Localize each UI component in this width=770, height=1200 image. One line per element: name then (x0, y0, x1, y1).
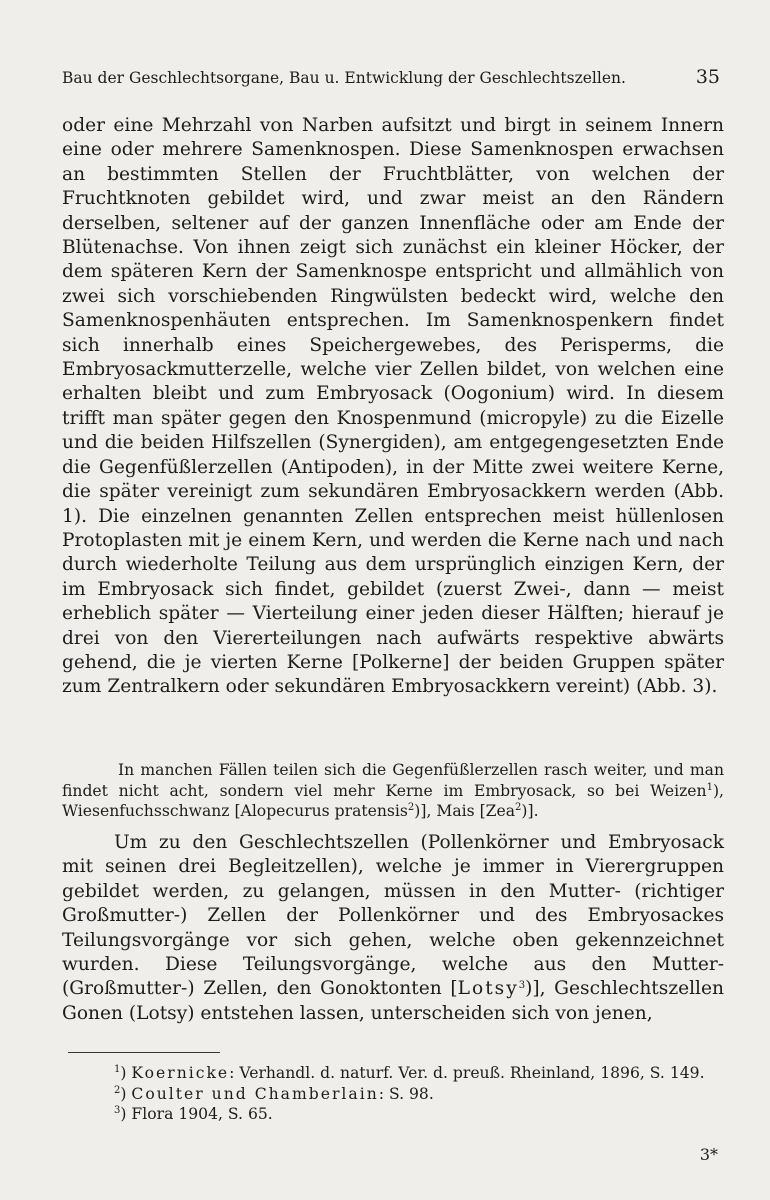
note-text-b: ), Wiesenfuchsschwanz [Alopecurus pratensis (62, 781, 724, 820)
footnote-ref: 3 (518, 980, 526, 992)
note-text-d: )]. (521, 802, 539, 820)
footnote-ref: 1 (706, 781, 713, 793)
footnote-author: Coulter und Chamberlain (131, 1084, 379, 1103)
main-text-continued (62, 831, 724, 1026)
footnote-text: : Verhandl. d. naturf. Ver. d. preuß. Rheinland, 1896, S. 149. (229, 1064, 705, 1082)
footnote: $^3$) Flora 1904, S. 65. (114, 1105, 273, 1124)
footnote: $^2$) Coulter und Chamberlain: S. 98. (114, 1084, 434, 1103)
footnote-divider (68, 1052, 220, 1053)
paragraph-1: oder eine Mehrzahl von Narben aufsitzt und birgt in seinem Innern eine oder mehrere Samenknospen. Diese Samenknospen erwachsen an bestimmten Stellen der Fruchtblätter, von welchen der Fruchtknoten gebildet wird, und zwar meist an den Rändern derselben, seltener auf der ganzen Innenfläche oder am Ende der Blütenachse. Von ihnen zeigt sich zunächst ein kleiner Höcker, der dem späteren Kern der Samenknospe entspricht und allmählich von zwei sich vorschiebenden Ringwülsten bedeckt wird, welche den Samenknospenhäuten entsprechen. Im Samenknospenkern findet sich innerhalb eines Speichergewebes, des Perisperms, die Embryosackmutterzelle, welche vier Zellen bildet, von welchen eine erhalten bleibt und zum Embryosack (Oogonium) wird. In diesem trifft man später gegen den Knospenmund (micropyle) zu die Eizelle und die beiden Hilfszellen (Synergiden), am entgegengesetzten Ende die Gegenfüßlerzellen (Antipoden), in der Mitte zwei weitere Kerne, die später vereinigt zum sekundären Embryosackkern werden (Abb. 1). Die einzelnen genannten Zellen entsprechen meist hüllenlosen Protoplasten mit je einem Kern, und werden die Kerne nach und nach durch wiederholte Teilung aus dem ursprünglich einzigen Kern, der im Embryosack sich findet, gebildet (zuerst Zwei-, dann — meist erheblich später — Vierteilung einer jeden dieser Hälften; hierauf je drei von den Viererteilungen nach aufwärts respektive abwärts gehend, die je vierten Kerne [Polkerne] der beiden Gruppen später zum Zentralkern oder sekundären Embryosackkern vereint) (Abb. 3). (62, 115, 724, 698)
running-title: Bau der Geschlechtsorgane, Bau u. Entwicklung der Geschlechtszellen. (62, 69, 626, 87)
paragraph-2-text-a: Um zu den Geschlechtszellen (Pollenkörner und Embryosack mit seinen drei Begleitzellen), welche je immer in Vierergruppen gebildet werden, zu gelangen, müssen in den Mutter- (richtiger Großmutter-) Zellen der Pollenkörner und des Embryosackes Teilungsvorgänge vor sich gehen, welche oben gekennzeichnet wurden. Diese Teilungsvorgänge, welche aus den Mutter- (Großmutter-) Zellen, den Gonoktonten [ (62, 832, 724, 1000)
footnote-ref: 2 (407, 802, 415, 813)
footnote-text: : S. 98. (378, 1084, 434, 1103)
running-header (62, 66, 720, 88)
paragraph-2-text-b: )], Geschlechtszellen Gonen (Lotsy) entstehen lassen, unterscheiden sich von jenen, (62, 978, 724, 1024)
footnote-author: Koernicke (131, 1064, 230, 1082)
author-name: Lotsy (457, 978, 519, 1000)
note-text-a: In manchen Fällen teilen sich die Gegenfüßlerzellen rasch weiter, und man findet nicht acht, sondern viel mehr Kerne im Embryosack, so bei Weizen (62, 761, 724, 800)
signature-mark: 3* (699, 1145, 718, 1164)
footnote-mark: 1 (114, 1064, 121, 1075)
main-text (62, 114, 724, 700)
small-print-note (62, 760, 724, 822)
note-text-c: )], Mais [Zea (414, 802, 516, 820)
footnote: $^1$) Koernicke: Verhandl. d. naturf. Ver. d. preuß. Rheinland, 1896, S. 149. (114, 1064, 705, 1082)
footnote-mark: 2 (114, 1084, 121, 1096)
page-number: 35 (695, 66, 720, 88)
footnote-mark: 3 (114, 1105, 121, 1117)
footnote-ref: 2 (515, 802, 522, 813)
footnotes (62, 1063, 724, 1125)
footnote-text: Flora 1904, S. 65. (131, 1105, 273, 1124)
